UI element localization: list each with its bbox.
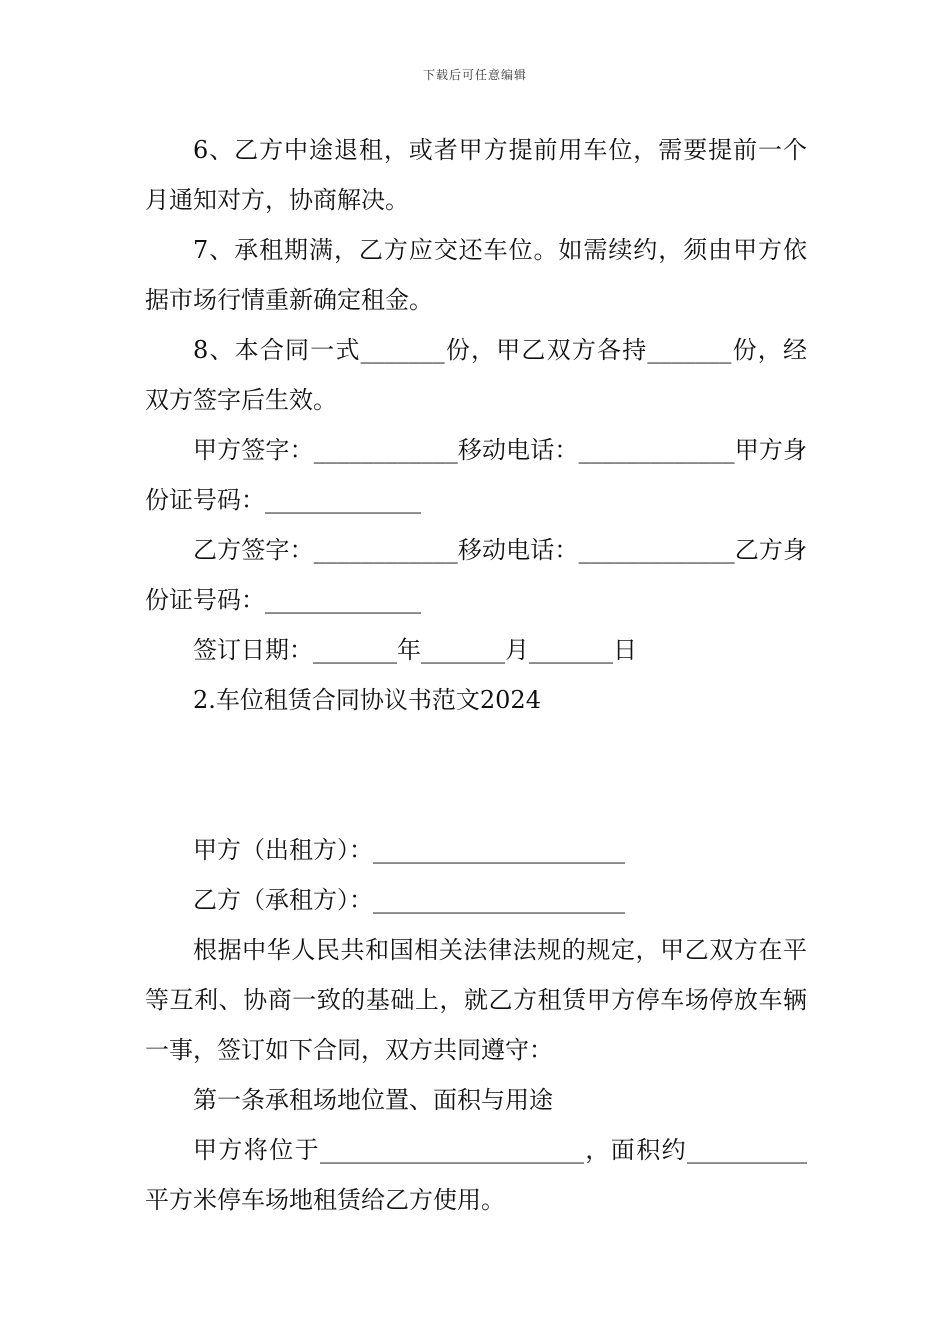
- party-b-lessee-line: 乙方（承租方）：_____________________: [193, 886, 625, 914]
- clause-8: 8、本合同一式_______份，甲乙双方各持_______份，经双方签字后生效。: [145, 336, 807, 414]
- document-body: [145, 125, 807, 1225]
- blank-spacer: [145, 725, 807, 825]
- signing-date-line: 签订日期：_______年_______月_______日: [193, 636, 637, 664]
- article-1-body: 甲方将位于______________________，面积约__________平方米停车场地租赁给乙方使用。: [145, 1136, 807, 1214]
- page-header: 下载后可任意编辑: [422, 68, 527, 82]
- article-1-title: 第一条承租场地位置、面积与用途: [193, 1086, 553, 1114]
- clause-7: 7、承租期满，乙方应交还车位。如需续约，须由甲方依据市场行情重新确定租金。: [145, 236, 807, 314]
- party-a-lessor-line: 甲方（出租方）：_____________________: [193, 836, 625, 864]
- preamble-paragraph: 根据中华人民共和国相关法律法规的规定，甲乙双方在平等互利、协商一致的基础上，就乙方租赁甲方停车场停放车辆一事，签订如下合同，双方共同遵守：: [145, 936, 807, 1064]
- clause-6: 6、乙方中途退租，或者甲方提前用车位，需要提前一个月通知对方，协商解决。: [145, 136, 807, 214]
- section-heading: 2.车位租赁合同协议书范文2024: [193, 686, 541, 714]
- party-b-signature-line: 乙方签字：____________移动电话：_____________乙方身份证号码：_____________: [145, 536, 807, 614]
- party-a-signature-line: 甲方签字：____________移动电话：_____________甲方身份证号码：_____________: [145, 436, 807, 514]
